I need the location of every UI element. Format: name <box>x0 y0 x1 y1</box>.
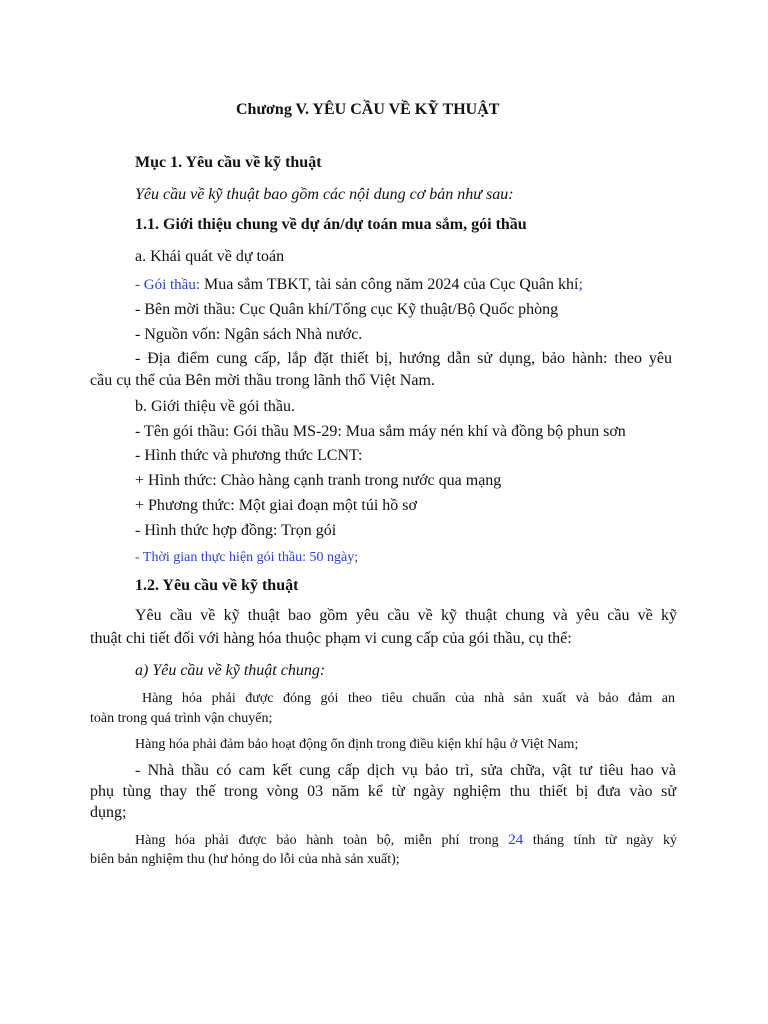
package-value: Mua sắm TBKT, tài sản công năm 2024 của Cục Quân khí <box>200 276 579 293</box>
section-1-intro: Yêu cầu về kỹ thuật bao gồm các nội dung cơ bản như sau: <box>135 186 514 203</box>
subsection-b-title: b. Giới thiệu về gói thầu. <box>135 398 295 415</box>
duration-line: - Thời gian thực hiện gói thầu: 50 ngày; <box>135 550 359 565</box>
inviter-line: - Bên mời thầu: Cục Quân khí/Tổng cục Kỹ thuật/Bộ Quốc phòng <box>135 301 559 318</box>
requirement-4-line-1 <box>135 832 677 849</box>
requirement-3-line-1: - Nhà thầu có cam kết cung cấp dịch vụ bảo trì, sửa chữa, vật tư tiêu hao và <box>135 762 676 779</box>
location-line-2: cầu cụ thể của Bên mời thầu trong lãnh thổ Việt Nam. <box>90 372 435 389</box>
package-label: - Gói thầu: <box>135 277 200 293</box>
requirement-4-line-2: biên bản nghiệm thu (hư hỏng do lỗi của nhà sản xuất); <box>90 852 400 867</box>
requirement-3-line-3: dụng; <box>90 804 127 821</box>
section-1-1-heading: 1.1. Giới thiệu chung về dự án/dự toán mua sắm, gói thầu <box>135 216 527 233</box>
section-1-2-heading: 1.2. Yêu cầu về kỹ thuật <box>135 577 299 594</box>
package-line <box>135 276 583 294</box>
contract-line: - Hình thức hợp đồng: Trọn gói <box>135 522 337 539</box>
location-line-1: - Địa điểm cung cấp, lắp đặt thiết bị, hướng dẫn sử dụng, bảo hành: theo yêu <box>135 350 672 367</box>
method-title-line: - Hình thức và phương thức LCNT: <box>135 447 363 464</box>
requirement-1-line-1: Hàng hóa phải được đóng gói theo tiêu chuẩn của nhà sản xuất và bảo đảm an <box>142 691 675 706</box>
section-1-2-intro-line-1: Yêu cầu về kỹ thuật bao gồm yêu cầu về kỹ thuật chung và yêu cầu về kỹ <box>135 607 677 624</box>
requirement-3-line-2: phụ tùng thay thế trong vòng 03 năm kể từ ngày nghiệm thu thiết bị đưa vào sử <box>90 783 676 800</box>
warranty-months: 24 <box>508 832 524 848</box>
package-name-line: - Tên gói thầu: Gói thầu MS-29: Mua sắm máy nén khí và đồng bộ phun sơn <box>135 423 626 440</box>
section-1-2-intro-line-2: thuật chi tiết đối với hàng hóa thuộc phạm vi cung cấp của gói thầu, cụ thể: <box>90 630 572 647</box>
chapter-title: Chương V. YÊU CẦU VỀ KỸ THUẬT <box>236 101 500 118</box>
subsection-a-title: a. Khái quát về dự toán <box>135 248 285 265</box>
requirement-2: Hàng hóa phải đảm bảo hoạt động ổn định trong điều kiện khí hậu ở Việt Nam; <box>135 737 579 752</box>
section-1-heading: Mục 1. Yêu cầu về kỹ thuật <box>135 154 322 171</box>
requirement-4-text-after: tháng tính từ ngày ký <box>523 833 677 848</box>
form-line: + Hình thức: Chào hàng cạnh tranh trong nước qua mạng <box>135 472 502 489</box>
funding-line: - Nguồn vốn: Ngân sách Nhà nước. <box>135 326 363 343</box>
mode-line: + Phương thức: Một giai đoạn một túi hồ sơ <box>135 497 417 514</box>
general-requirements-title: a) Yêu cầu về kỹ thuật chung: <box>135 662 326 679</box>
requirement-4-text-before: Hàng hóa phải được bảo hành toàn bộ, miễn phí trong <box>135 833 509 848</box>
requirement-1-line-2: toàn trong quá trình vận chuyển; <box>90 711 273 726</box>
package-end: ; <box>578 276 583 293</box>
